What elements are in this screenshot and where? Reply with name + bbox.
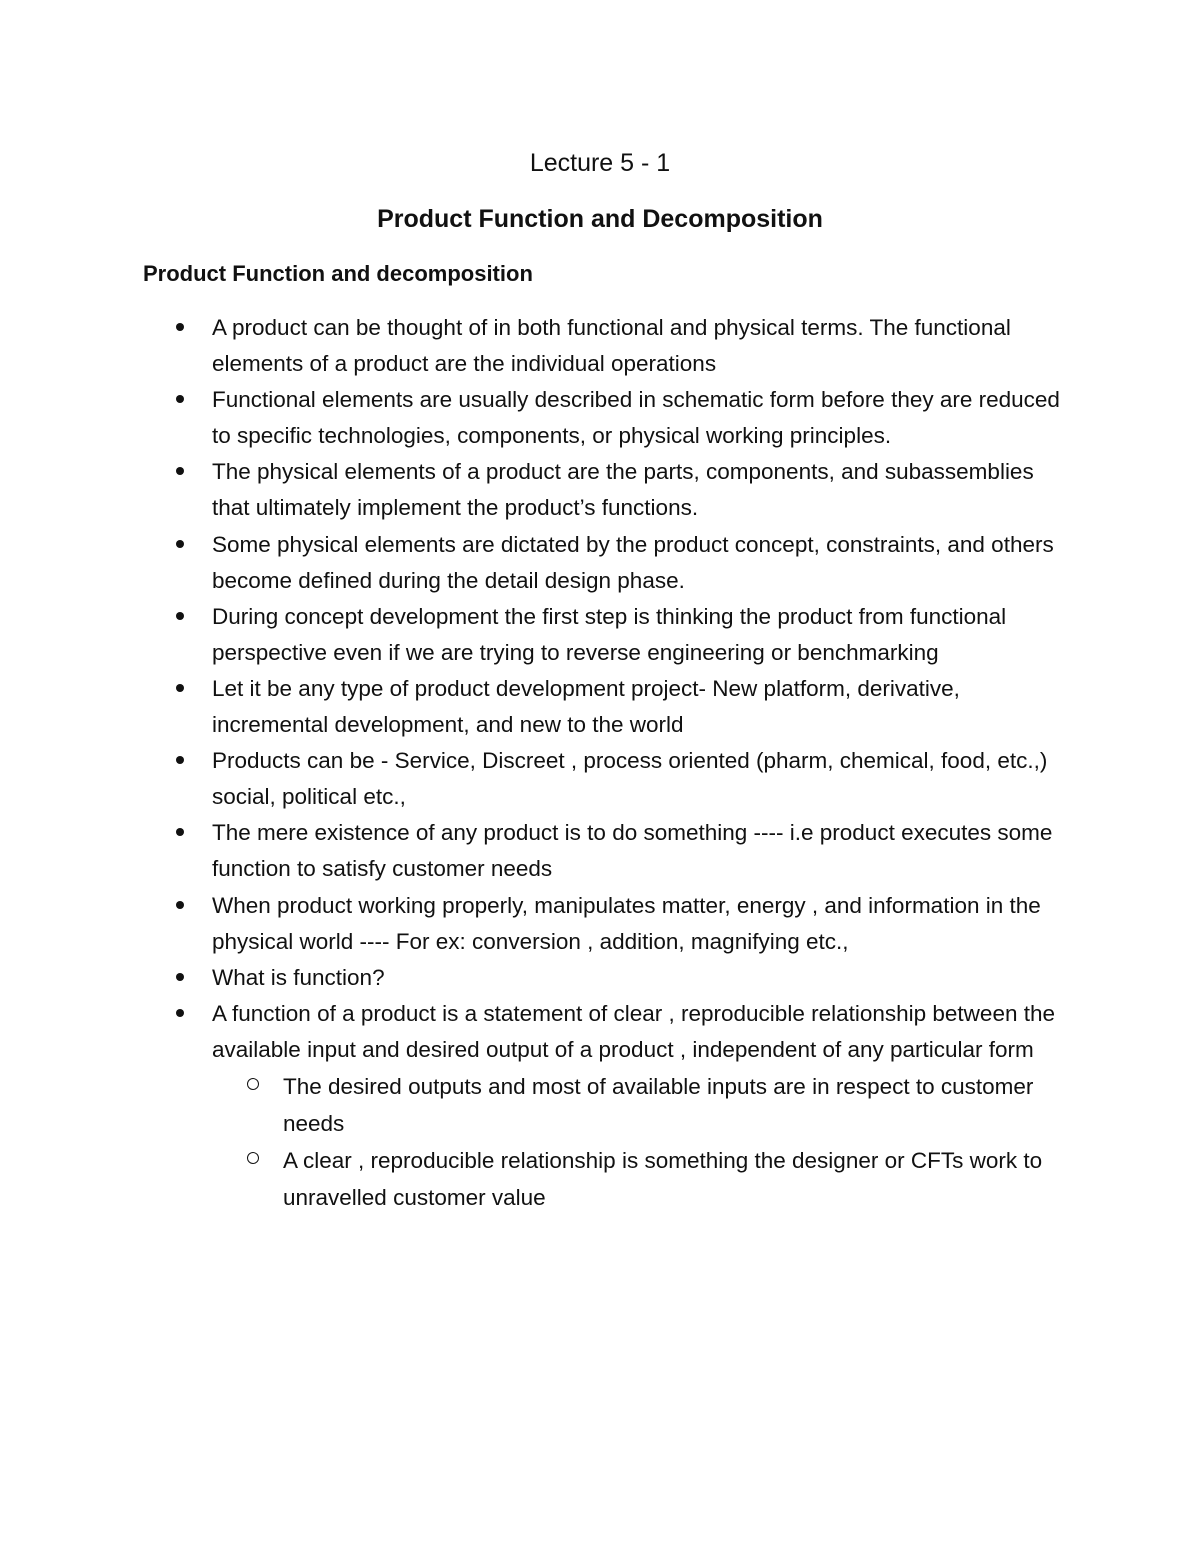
- bullet-icon: [176, 395, 184, 403]
- list-item-text: A function of a product is a statement of clear , reproducible relationship between the available input and desired output of a product , independent of any particular form: [212, 1000, 1056, 1062]
- bullet-icon: [176, 973, 184, 981]
- list-item: [143, 815, 1063, 887]
- list-item-text: During concept development the first step is thinking the product from functional perspective even if we are trying to reverse engineering or benchmarking: [212, 603, 1007, 665]
- list-item-text: Products can be - Service, Discreet , process oriented (pharm, chemical, food, etc.,) social, political etc.,: [212, 748, 1048, 810]
- bullet-icon: [176, 828, 184, 836]
- bullet-icon: [176, 467, 184, 475]
- bullet-icon: [176, 901, 184, 909]
- sub-list-item: [212, 1068, 1063, 1142]
- bullet-icon: [176, 1009, 184, 1017]
- list-item-text: When product working properly, manipulates matter, energy , and information in the physical world ---- For ex: conversion , addition, magnifying etc.,: [212, 892, 1041, 954]
- document-title: Product Function and Decomposition: [377, 205, 823, 233]
- list-item: [143, 671, 1063, 743]
- section-heading: Product Function and decomposition: [143, 261, 533, 286]
- sub-list-item-text: The desired outputs and most of available inputs are in respect to customer needs: [283, 1073, 1034, 1136]
- sub-bullet-list: [212, 1068, 1063, 1216]
- list-item: [143, 382, 1063, 454]
- hollow-bullet-icon: [247, 1078, 259, 1090]
- list-item-text: What is function?: [212, 964, 385, 990]
- bullet-icon: [176, 323, 184, 331]
- sub-list-item-text: A clear , reproducible relationship is something the designer or CFTs work to unravelled customer value: [283, 1147, 1043, 1210]
- list-item: [143, 743, 1063, 815]
- list-item-text: Functional elements are usually described in schematic form before they are reduced to specific technologies, components, or physical working principles.: [212, 387, 1060, 449]
- bullet-icon: [176, 684, 184, 692]
- sub-list-item: [212, 1142, 1063, 1216]
- list-item: [143, 599, 1063, 671]
- bullet-icon: [176, 756, 184, 764]
- list-item-text: Some physical elements are dictated by the product concept, constraints, and others become defined during the detail design phase.: [212, 531, 1054, 593]
- list-item-text: The physical elements of a product are the parts, components, and subassemblies that ultimately implement the product’s functions.: [212, 459, 1034, 521]
- list-item-text: The mere existence of any product is to do something ---- i.e product executes some function to satisfy customer needs: [212, 820, 1053, 882]
- bullet-icon: [176, 612, 184, 620]
- list-item: [143, 996, 1063, 1216]
- list-item: [143, 454, 1063, 526]
- hollow-bullet-icon: [247, 1152, 259, 1164]
- list-item-text: Let it be any type of product development project- New platform, derivative, incremental development, and new to the world: [212, 675, 960, 738]
- lecture-number-title: Lecture 5 - 1: [529, 149, 671, 177]
- bullet-list: [143, 310, 1063, 1216]
- list-item: [143, 960, 1063, 996]
- bullet-icon: [176, 540, 184, 548]
- list-item: [143, 310, 1063, 382]
- list-item-text: A product can be thought of in both functional and physical terms. The functional elements of a product are the individual operations: [212, 315, 1011, 377]
- list-item: [143, 888, 1063, 960]
- list-item: [143, 527, 1063, 599]
